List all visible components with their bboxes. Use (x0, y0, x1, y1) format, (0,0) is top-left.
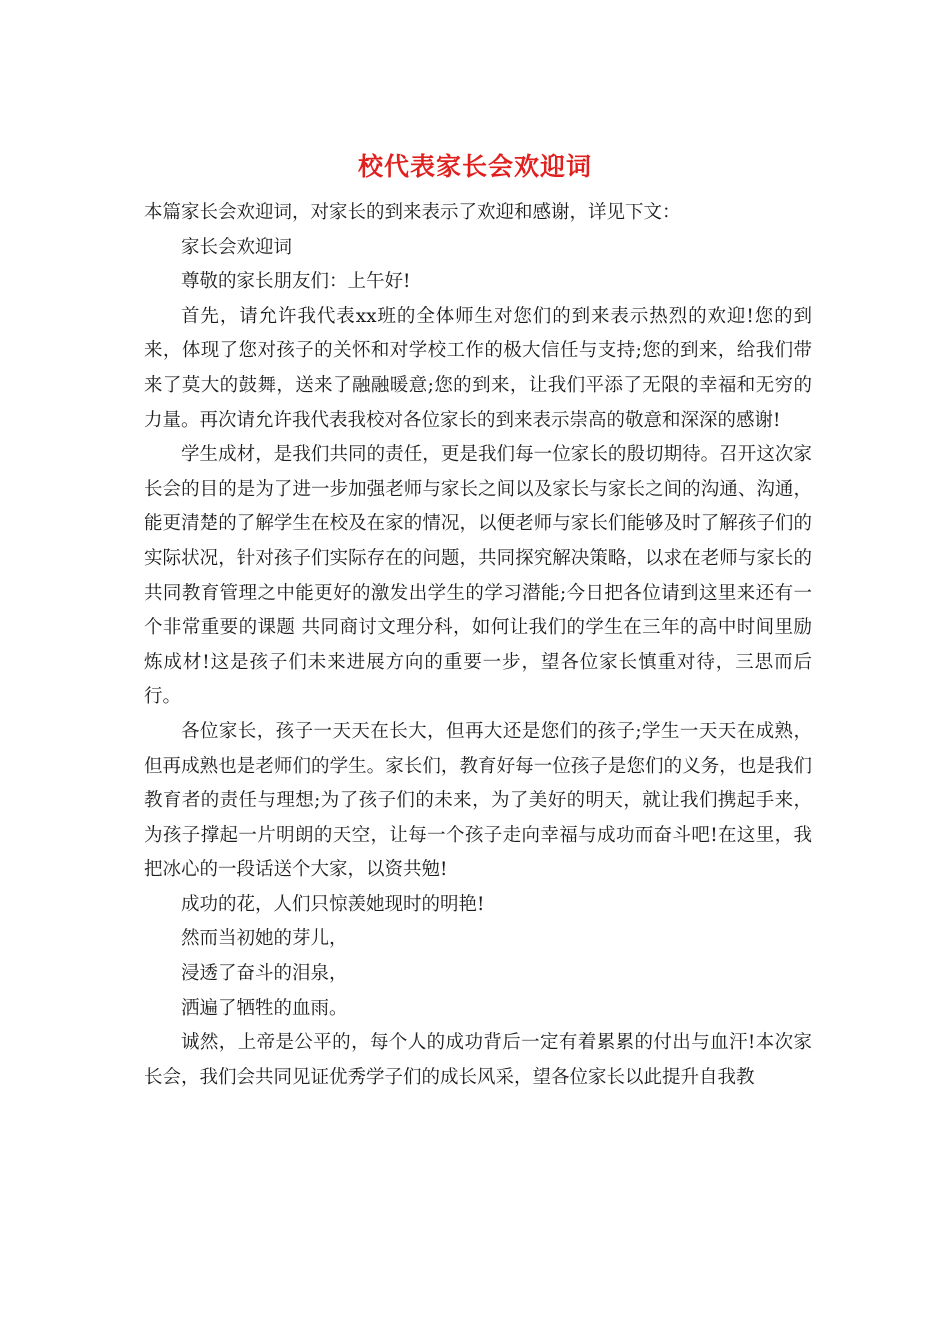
document-body (144, 196, 812, 1095)
poem-line-1: 成功的花，人们只惊羡她现时的明艳! (181, 893, 485, 915)
paragraph-welcome: 首先，请允许我代表xx班的全体师生对您们的到来表示热烈的欢迎!您的到来，体现了您对孩子的关怀和对学校工作的极大信任与支持;您的到来，给我们带来了莫大的鼓舞，送来了融融暖意;您的到来，让我们平添了无限的幸福和无穷的力量。再次请允许我代表我校对各位家长的到来表示崇高的敬意和深深的感谢! (144, 305, 812, 431)
paragraph-heading: 家长会欢迎词 (181, 236, 293, 258)
poem-line-4: 洒遍了牺牲的血雨。 (181, 997, 348, 1019)
paragraph-closing: 诚然，上帝是公平的，每个人的成功背后一定有着累累的付出与血汗!本次家长会，我们会共同见证优秀学子们的成长风采，望各位家长以此提升自我教 (144, 1032, 812, 1088)
paragraph-intro: 本篇家长会欢迎词，对家长的到来表示了欢迎和感谢，详见下文： (144, 202, 681, 223)
poem-line-3: 浸透了奋斗的泪泉， (181, 963, 348, 985)
paragraph-purpose: 学生成材，是我们共同的责任，更是我们每一位家长的殷切期待。召开这次家长会的目的是为了进一步加强老师与家长之间以及家长与家长之间的沟通、沟通，能更清楚的了解学生在校及在家的情况，以便老师与家长们能够及时了解孩子们的实际状况，针对孩子们实际存在的问题，共同探究解决策略，以求在老师与家长的共同教育管理之中能更好的激发出学生的学习潜能;今日把各位请到这里来还有一个非常重要的课题 共同商讨文理分科，如何让我们的学生在三年的高中时间里励炼成材!这是孩子们未来进展方向的重要一步，望各位家长慎重对待，三思而后行。 (144, 444, 812, 708)
poem-line-2: 然而当初她的芽儿， (181, 928, 348, 950)
document-title: 校代表家长会欢迎词 (357, 152, 592, 181)
paragraph-greeting: 尊敬的家长朋友们：上午好! (181, 271, 411, 293)
paragraph-responsibility: 各位家长，孩子一天天在长大，但再大还是您们的孩子;学生一天天在成熟，但再成熟也是老师们的学生。家长们，教育好每一位孩子是您们的义务，也是我们教育者的责任与理想;为了孩子们的未来，为了美好的明天，就让我们携起手来，为孩子撑起一片明朗的天空，让每一个孩子走向幸福与成功而奋斗吧!在这里，我把冰心的一段话送个大家，以资共勉! (144, 720, 812, 881)
